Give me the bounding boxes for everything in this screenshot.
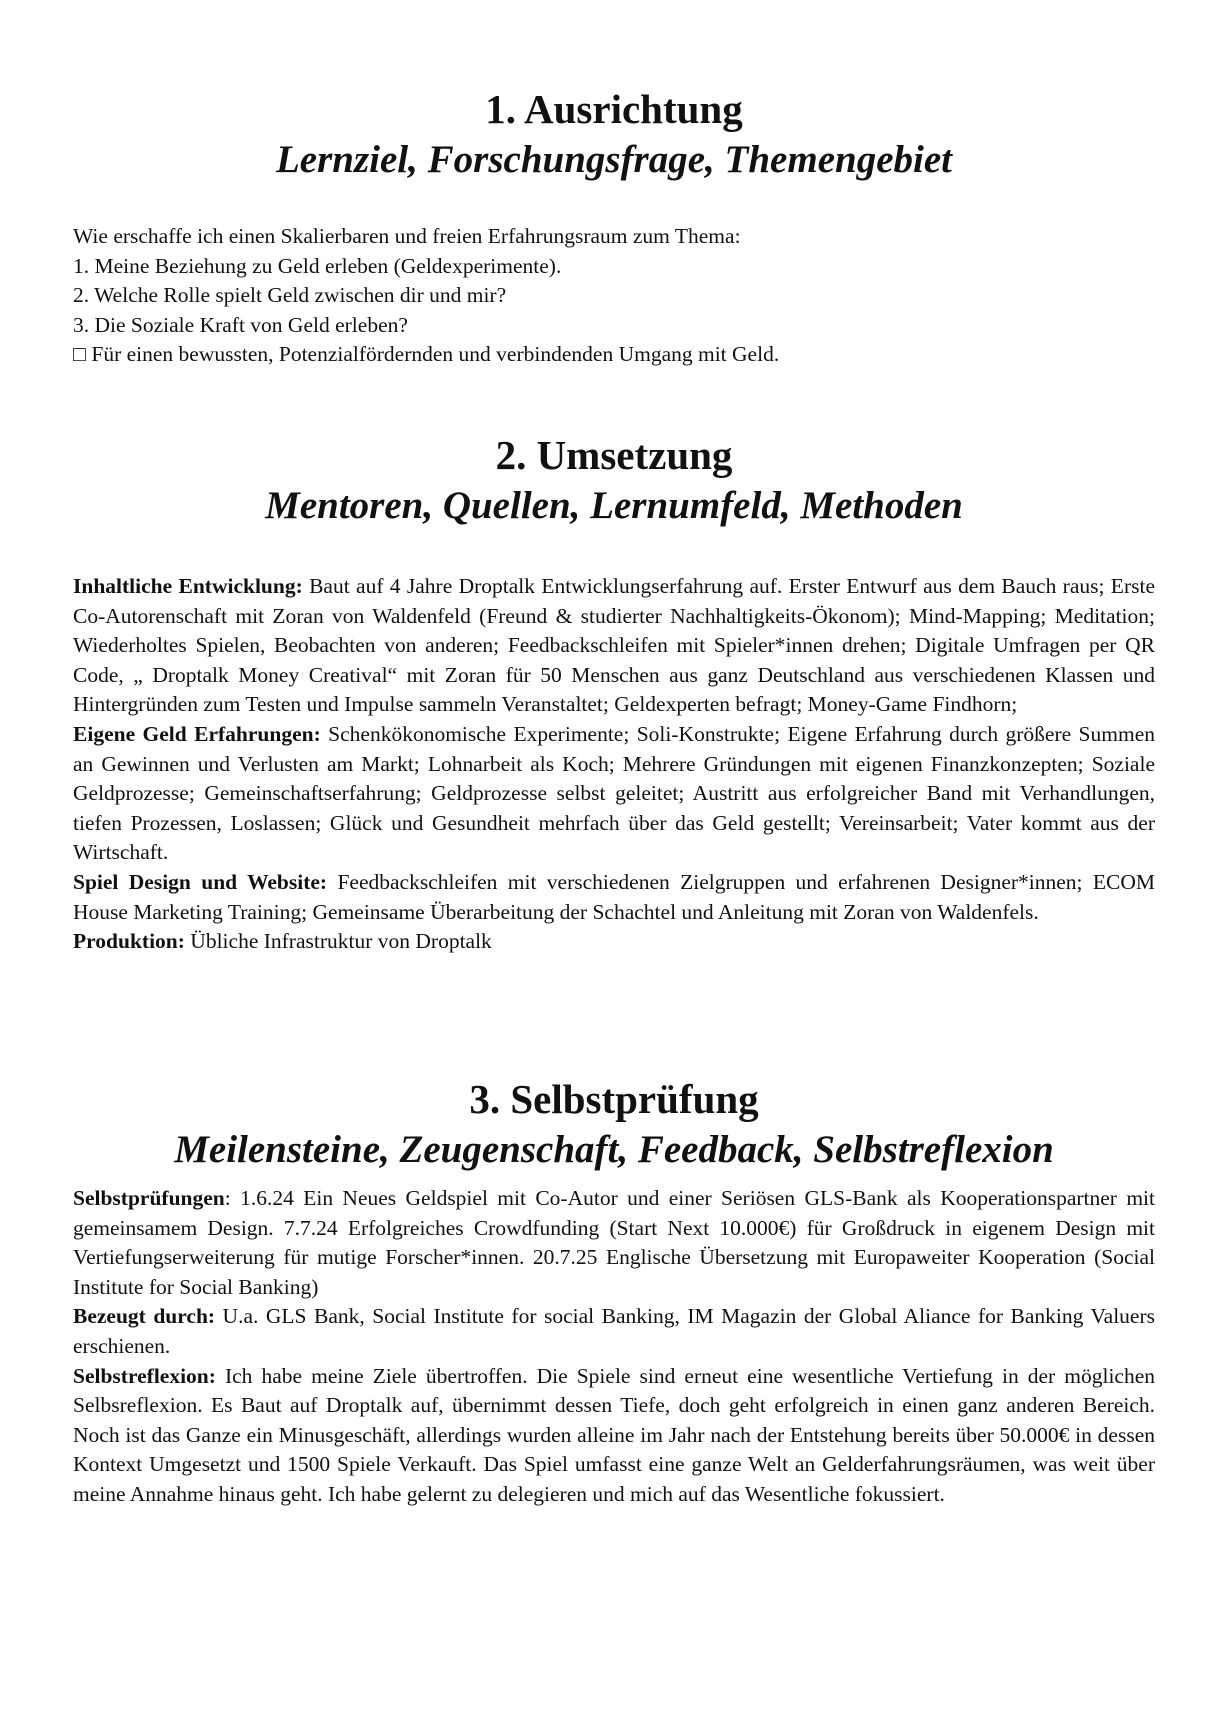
- body-line: □ Für einen bewussten, Potenzialfördernden und verbindenden Umgang mit Geld.: [73, 342, 780, 366]
- section-title: 3. Selbstprüfung: [469, 1076, 759, 1122]
- body-line: 1. Meine Beziehung zu Geld erleben (Geldexperimente).: [73, 253, 562, 278]
- body-line: Wie erschaffe ich einen Skalierbaren und freien Erfahrungsraum zum Thema:: [73, 224, 741, 248]
- paragraph-label: Inhaltliche Entwicklung:: [73, 574, 303, 598]
- paragraph-text: U.a. GLS Bank, Social Institute for social Banking, IM Magazin der Global Aliance for Banking Valuers erschienen.: [73, 1304, 1155, 1358]
- section-subtitle: Mentoren, Quellen, Lernumfeld, Methoden: [265, 484, 963, 527]
- body-line: 2. Welche Rolle spielt Geld zwischen dir und mir?: [73, 283, 507, 307]
- section-body: [73, 222, 1155, 370]
- paragraph-text: Feedbackschleifen mit verschiedenen Zielgruppen und erfahrenen Designer*innen; ECOM House Marketing Training; Gemeinsame Überarbeitung der Schachtel und Anleitung mit Zoran von Waldenfels.: [73, 869, 1155, 924]
- paragraph-label: Eigene Geld Erfahrungen:: [73, 721, 321, 746]
- paragraph-text: Übliche Infrastruktur von Droptalk: [184, 929, 492, 954]
- section-title: 2. Umsetzung: [495, 432, 733, 478]
- paragraph-label: Bezeugt durch:: [73, 1304, 216, 1329]
- paragraph: [73, 720, 1155, 868]
- paragraph-text: : 1.6.24 Ein Neues Geldspiel mit Co-Autor und einer Seriösen GLS-Bank als Kooperationspartner mit gemeinsamem Design. 7.7.24 Erfolgreiches Crowdfunding (Start Next 10.000€) für Großdruck in eigenem Design mit Vertiefungserweiterung für mutige Forscher*innen. 20.7.25 Englische Übersetzung mit Europaweiter Kooperation (Social Institute for Social Banking): [73, 1186, 1155, 1299]
- body-line: 3. Die Soziale Kraft von Geld erleben?: [73, 312, 408, 337]
- section-body: [73, 572, 1155, 957]
- paragraph-label: Spiel Design und Website:: [73, 869, 328, 894]
- section-umsetzung: [73, 430, 1155, 957]
- paragraph-text: Schenkökonomische Experimente; Soli-Konstrukte; Eigene Erfahrung durch größere Summen an Gewinnen und Verlusten am Markt; Lohnarbeit als Koch; Mehrere Gründungen mit eigenen Finanzkonzepten; Soziale Geldprozesse; Gemeinschaftserfahrung; Geldprozesse selbst geleitet; Austritt aus erfolgreicher Band mit Verhandlungen, tiefen Prozessen, Loslassen; Glück und Gesundheit mehrfach über das Geld gestellt; Vereinsarbeit; Vater kommt aus der Wirtschaft.: [73, 721, 1155, 865]
- paragraph-text: Ich habe meine Ziele übertroffen. Die Spiele sind erneut eine wesentliche Vertiefung in der möglichen Selbsreflexion. Es Baut auf Droptalk auf, übernimmt dessen Tiefe, doch geht erfolgreich in einen ganz anderen Bereich. Noch ist das Ganze ein Minusgeschäft, allerdings wurden alleine im Jahr nach der Entstehung bereits über 50.000€ in dessen Kontext Umgesetzt und 1500 Spiele Verkauft. Das Spiel umfasst eine ganze Welt an Gelderfahrungsräumen, was weit über meine Annahme hinaus geht. Ich habe gelernt zu delegieren und mich auf das Wesentliche fokussiert.: [73, 1363, 1155, 1506]
- paragraph: [73, 1362, 1155, 1510]
- section-subtitle: Meilensteine, Zeugenschaft, Feedback, Selbstreflexion: [174, 1128, 1054, 1171]
- section-subtitle: Lernziel, Forschungsfrage, Themengebiet: [275, 138, 952, 181]
- section-title: 1. Ausrichtung: [485, 86, 743, 132]
- section-selbstpruefung: [73, 1074, 1155, 1510]
- section-ausrichtung: [73, 84, 1155, 370]
- paragraph: [73, 1184, 1155, 1302]
- paragraph: [73, 868, 1155, 927]
- paragraph-text: Baut auf 4 Jahre Droptalk Entwicklungserfahrung auf. Erster Entwurf aus dem Bauch raus; Erste Co-Autorenschaft mit Zoran von Waldenfeld (Freund & studierter Nachhaltigkeits-Ökonom); Mind-Mapping; Meditation; Wiederholtes Spielen, Beobachten von anderen; Feedbackschleifen mit Spieler*innen drehen; Digitale Umfragen per QR Code, „ Droptalk Money Creatival“ mit Zoran für 50 Menschen aus ganz Deutschland aus verschiedenen Klassen und Hintergründen zum Testen und Impulse sammeln Veranstaltet; Geldexperten befragt; Money-Game Findhorn;: [73, 574, 1155, 717]
- paragraph: [73, 927, 1155, 957]
- paragraph-label: Selbstreflexion:: [73, 1363, 216, 1388]
- paragraph-label: Selbstprüfungen: [73, 1186, 225, 1210]
- section-body: [73, 1184, 1155, 1510]
- paragraph: [73, 572, 1155, 720]
- paragraph: [73, 1302, 1155, 1361]
- paragraph-label: Produktion:: [73, 929, 185, 954]
